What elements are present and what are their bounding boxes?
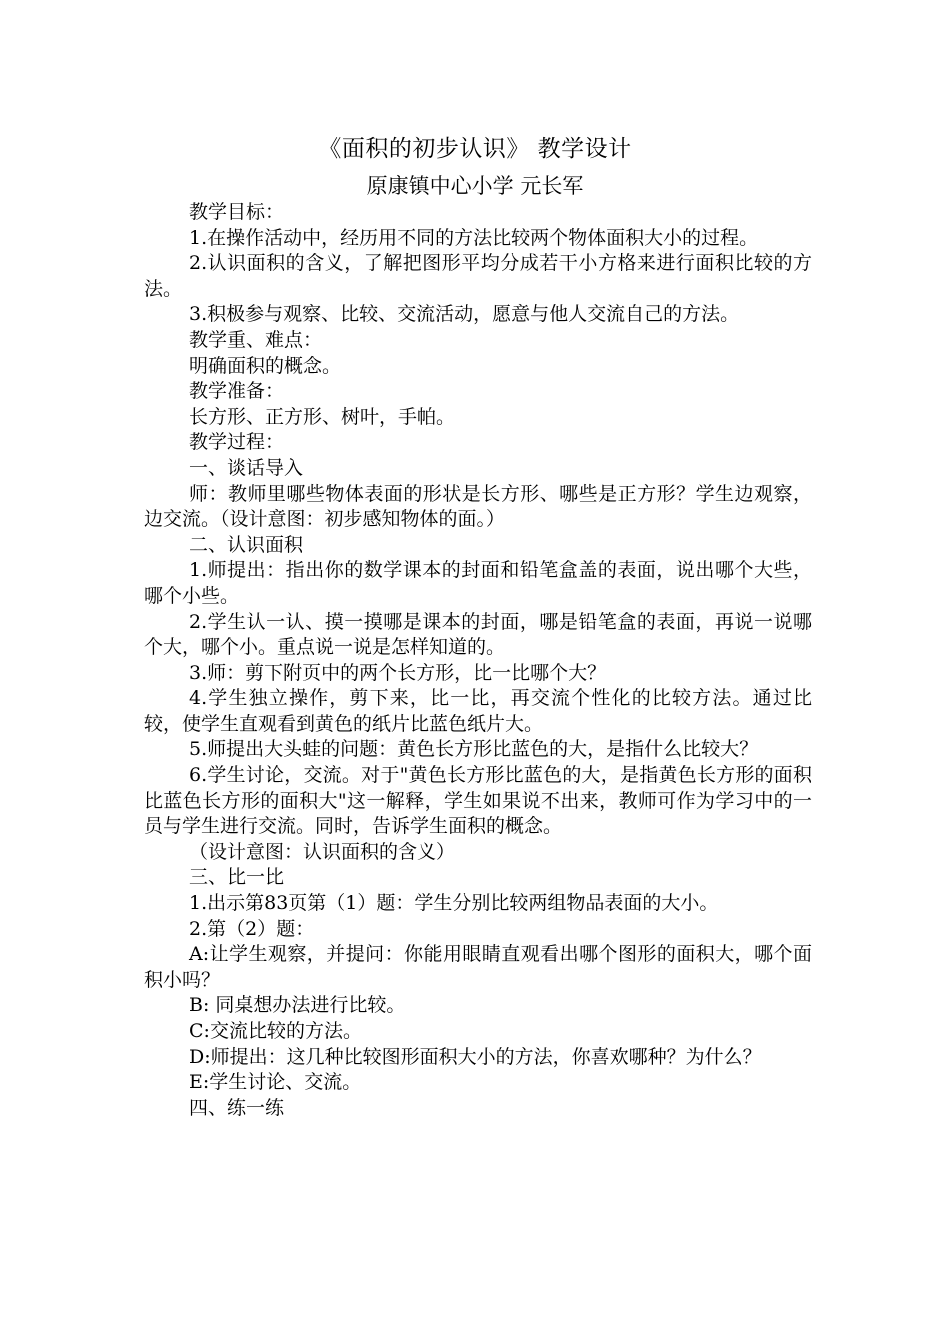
paragraph-step-2: 2.学生认一认、摸一摸哪是课本的封面，哪是铅笔盒的表面，再说一说哪个大，哪个小。重点说一说是怎样知道的。 (144, 610, 812, 659)
paragraph-design-note: （设计意图：认识面积的含义） (189, 840, 456, 863)
document-author: 原康镇中心小学 元长军 (366, 174, 584, 198)
paragraph-step-3: 3.师：剪下附页中的两个长方形，比一比哪个大？ (189, 661, 607, 684)
paragraph-step-6: 6.学生讨论，交流。对于"黄色长方形比蓝色的大，是指黄色长方形的面积比蓝色长方形的面积大"这一解释，学生如果说不出来，教师可作为学习中的一员与学生进行交流。同时，告诉学生面积的概念。 (144, 764, 812, 838)
heading-process: 教学过程： (189, 431, 285, 454)
section-heading-2: 二、认识面积 (189, 533, 304, 556)
paragraph-step-5: 5.师提出大头蛙的问题：黄色长方形比蓝色的大，是指什么比较大？ (189, 738, 759, 761)
paragraph-compare-d: D:师提出：这几种比较图形面积大小的方法，你喜欢哪种？为什么？ (189, 1045, 762, 1068)
paragraph-step-4: 4.学生独立操作，剪下来，比一比，再交流个性化的比较方法。通过比较，使学生直观看到黄色的纸片比蓝色纸片大。 (144, 687, 812, 735)
document-body (144, 200, 812, 1121)
paragraph-compare-c: C:交流比较的方法。 (189, 1020, 362, 1042)
paragraph-objective-2: 2.认识面积的含义，了解把图形平均分成若干小方格来进行面积比较的方法。 (144, 252, 812, 300)
paragraph-preparation: 长方形、正方形、树叶，手帕。 (189, 405, 456, 428)
paragraph-compare-e: E:学生讨论、交流。 (189, 1071, 362, 1094)
document-title: 《面积的初步认识》 教学设计 (318, 136, 632, 162)
paragraph-intro: 师：教师里哪些物体表面的形状是长方形、哪些是正方形？学生边观察，边交流。（设计意图：初步感知物体的面。） (144, 482, 812, 531)
heading-preparation: 教学准备： (189, 380, 285, 403)
paragraph-step-1: 1.师提出：指出你的数学课本的封面和铅笔盒盖的表面，说出哪个大些，哪个小些。 (144, 559, 812, 607)
paragraph-objective-1: 1.在操作活动中，经历用不同的方法比较两个物体面积大小的过程。 (189, 226, 759, 249)
heading-key-points: 教学重、难点： (189, 328, 323, 351)
paragraph-compare-a: A:让学生观察，并提问：你能用眼睛直观看出哪个图形的面积大，哪个面积小吗？ (144, 943, 812, 991)
paragraph-compare-2: 2.第（2）题： (189, 917, 315, 940)
heading-objectives: 教学目标： (189, 201, 285, 223)
paragraph-compare-1: 1.出示第83页第（1）题：学生分别比较两组物品表面的大小。 (189, 892, 719, 915)
paragraph-objective-3: 3.积极参与观察、比较、交流活动，愿意与他人交流自己的方法。 (189, 303, 740, 326)
section-heading-1: 一、谈话导入 (189, 456, 304, 479)
section-heading-3: 三、比一比 (189, 866, 285, 889)
paragraph-compare-b: B: 同桌想办法进行比较。 (189, 994, 406, 1017)
paragraph-key-points: 明确面积的概念。 (189, 354, 342, 377)
section-heading-4: 四、练一练 (189, 1096, 285, 1119)
